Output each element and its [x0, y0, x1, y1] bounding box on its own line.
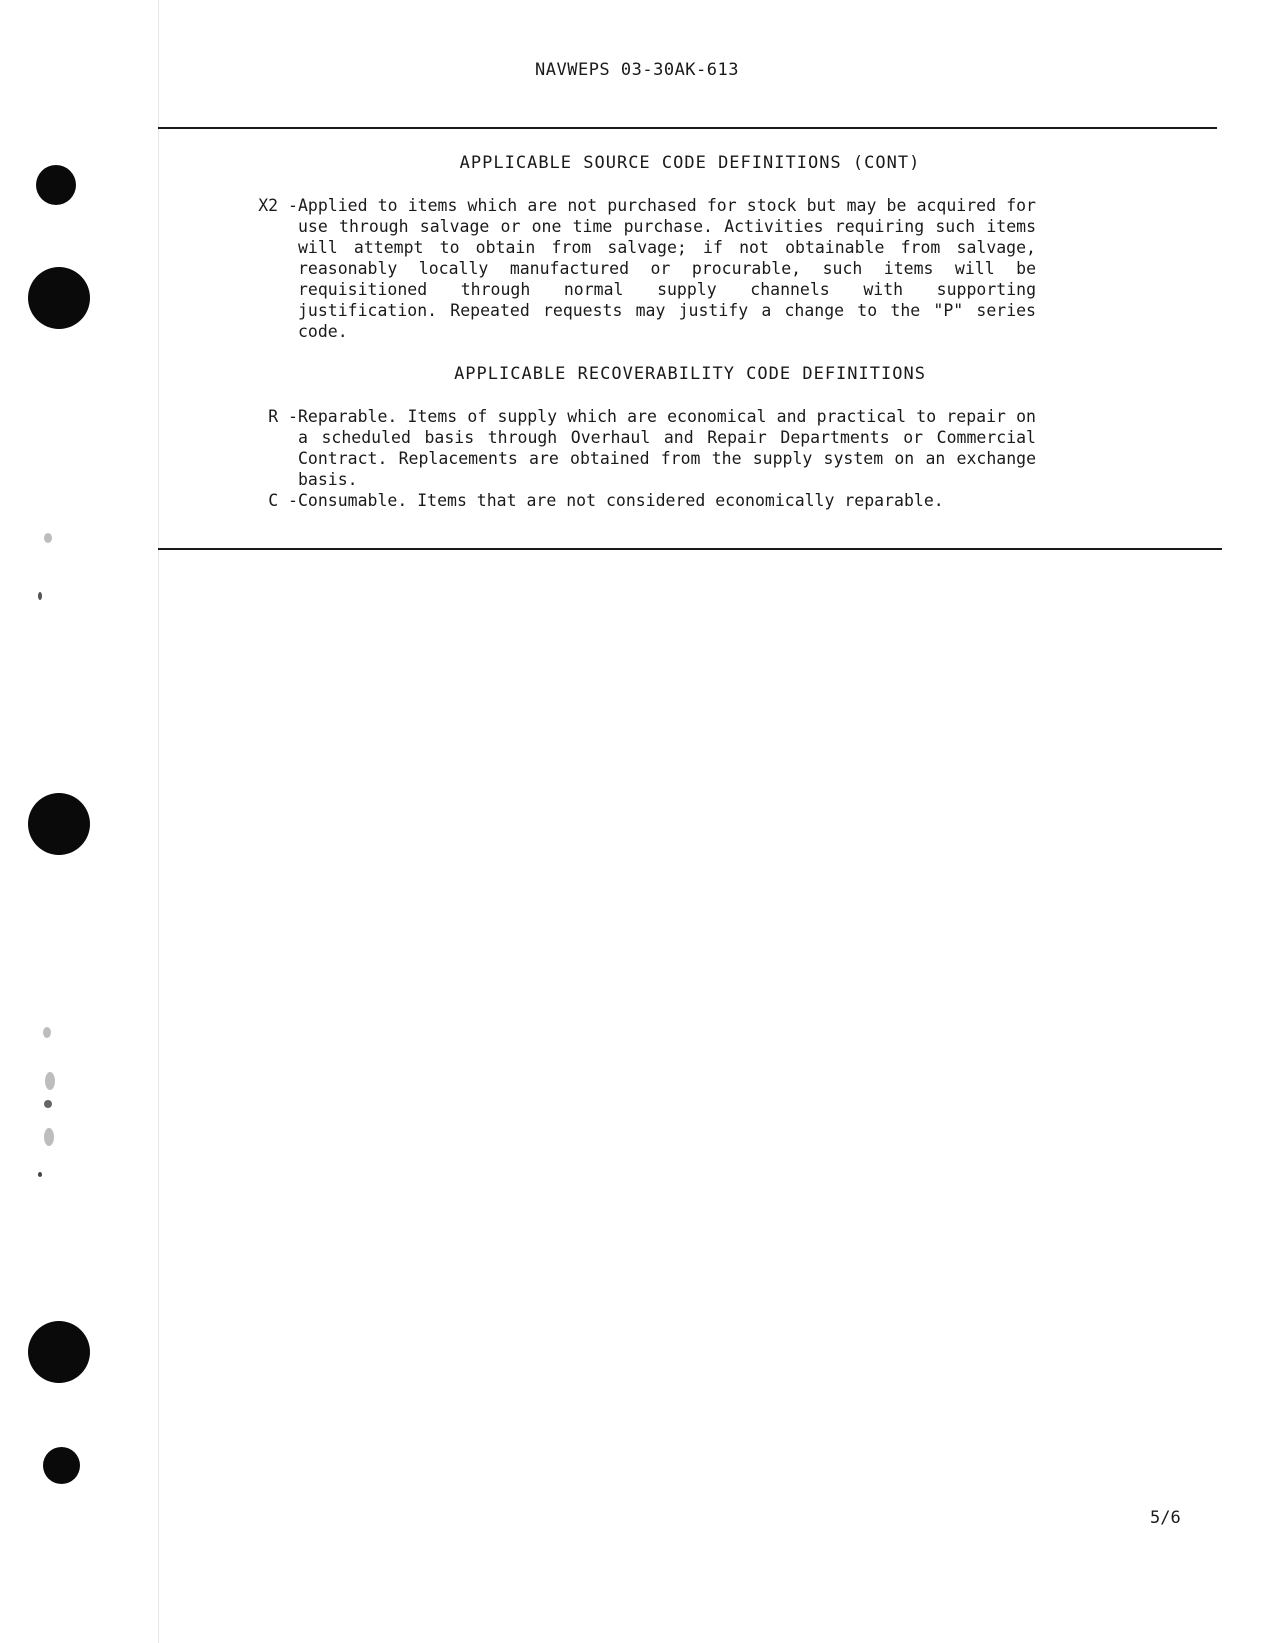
definition-code: R -: [268, 407, 298, 426]
binder-hole: [28, 267, 90, 329]
definition-code: C -: [268, 491, 298, 510]
definition-r: [240, 406, 1036, 490]
binder-hole: [36, 165, 76, 205]
scan-speck: [38, 1172, 42, 1177]
definition-x2: [240, 195, 1036, 342]
top-rule: [158, 127, 1217, 129]
recoverability-code-title: APPLICABLE RECOVERABILITY CODE DEFINITIONS: [454, 364, 926, 384]
definition-code: X2 -: [258, 196, 298, 215]
definition-text: Consumable. Items that are not considered economically reparable.: [298, 491, 944, 510]
scan-speck: [43, 1027, 51, 1038]
definition-text: Applied to items which are not purchased for stock but may be acquired for use through salvage or one time purchase. Activities requiring such items will attempt to obtain from salvage; if not obtainable from salvage, reasonably locally manufactured or procurable, such items will be requisitioned through normal supply channels with supporting justification. Repeated requests may justify a change to the "P" series code.: [298, 196, 1036, 341]
binder-hole: [43, 1447, 80, 1484]
binder-hole: [28, 1321, 90, 1383]
document-number: NAVWEPS 03-30AK-613: [535, 60, 739, 80]
definition-text: Reparable. Items of supply which are economical and practical to repair on a scheduled basis through Overhaul and Repair Departments or Commercial Contract. Replacements are obtained from the supply system on an exchange basis.: [298, 407, 1036, 489]
source-code-title: APPLICABLE SOURCE CODE DEFINITIONS (CONT): [459, 153, 921, 173]
definition-c: [240, 490, 1036, 511]
page-number: 5/6: [1150, 1508, 1181, 1528]
page-edge-line: [158, 0, 159, 1643]
scan-speck: [45, 1072, 55, 1090]
bottom-rule: [158, 548, 1222, 550]
binder-hole: [28, 793, 90, 855]
scan-speck: [44, 1128, 54, 1146]
scan-speck: [38, 592, 42, 600]
scan-speck: [44, 1100, 52, 1108]
scan-speck: [44, 533, 52, 543]
